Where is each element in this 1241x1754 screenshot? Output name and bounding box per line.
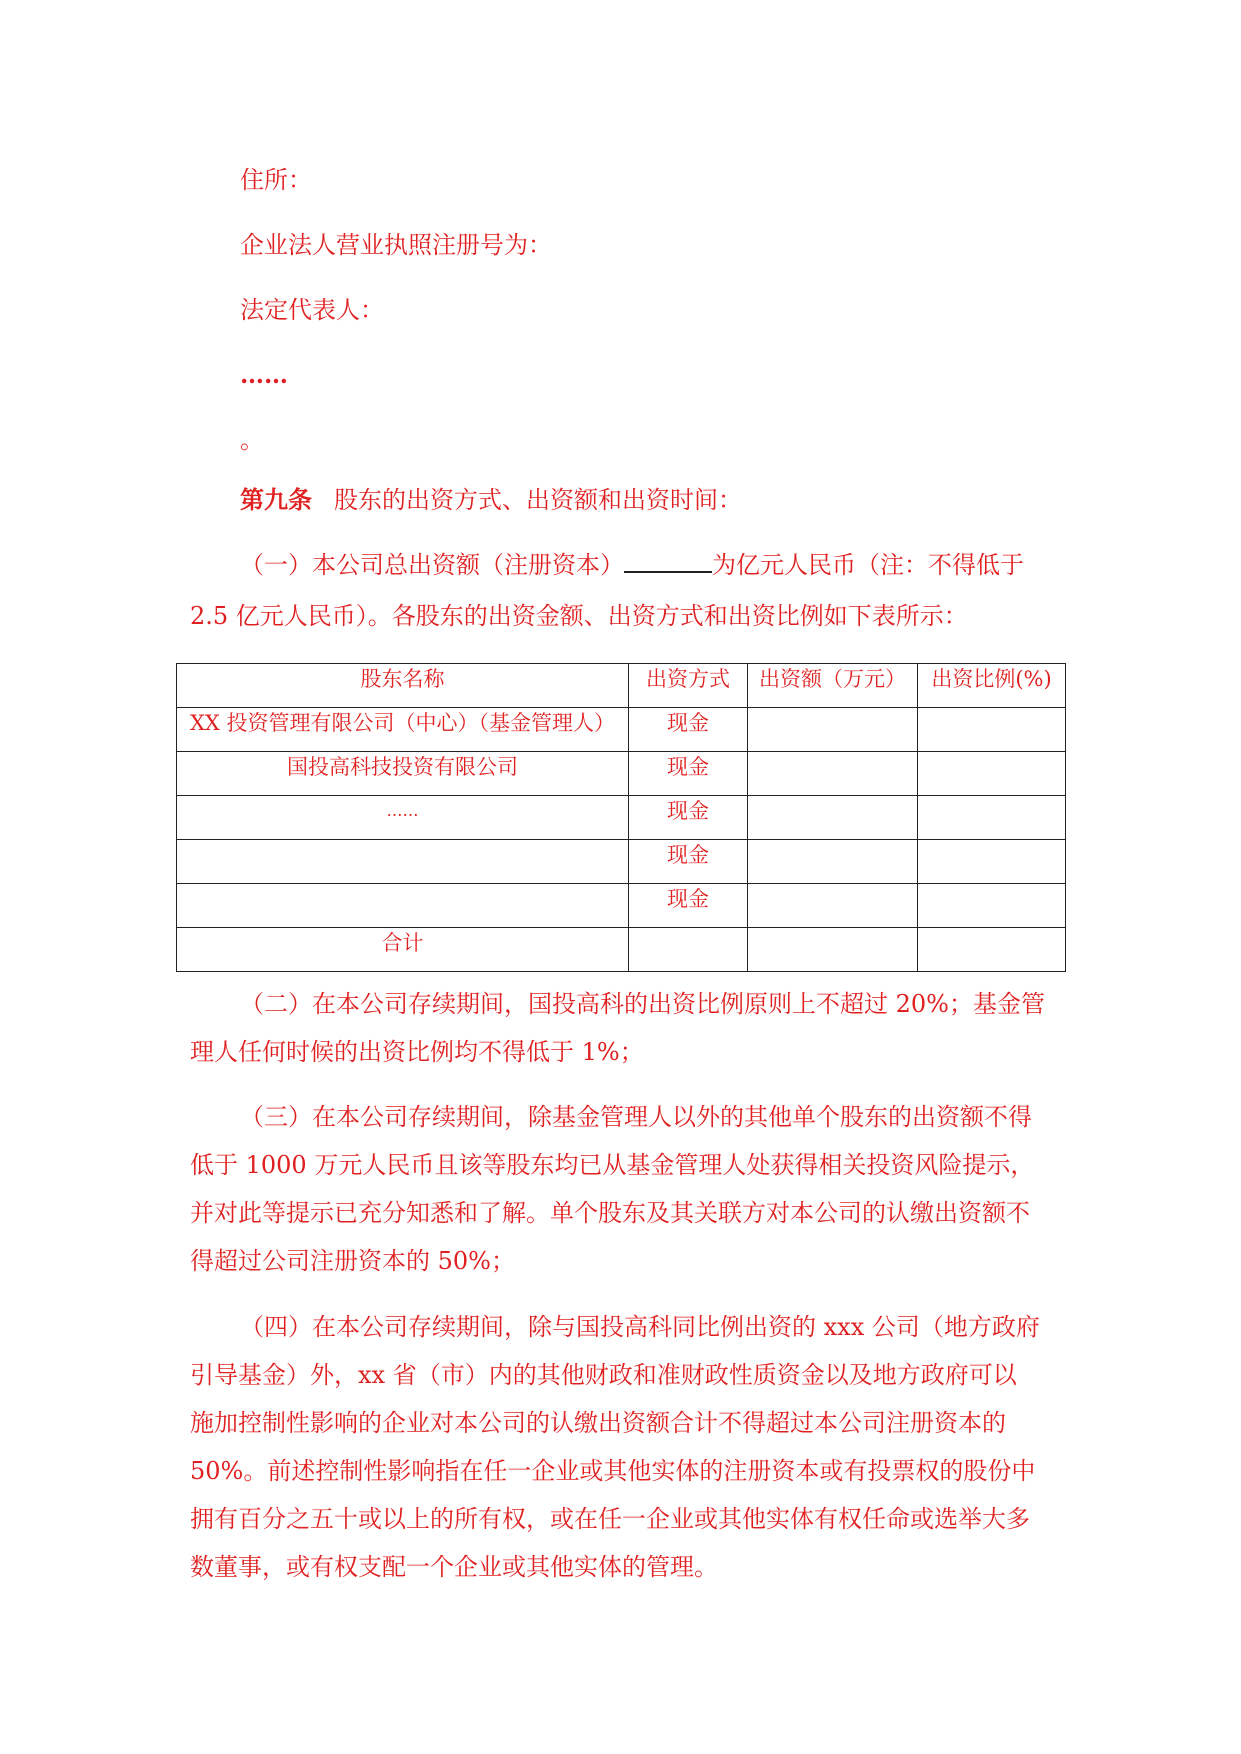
table-header-row (177, 664, 1066, 708)
table-row (177, 752, 1066, 796)
cell-name: 国投高科技投资有限公司 (177, 752, 629, 796)
cell-amount (748, 928, 918, 972)
cell-method: 现金 (629, 840, 748, 884)
p3-line3: 并对此等提示已充分知悉和了解。单个股东及其关联方对本公司的认缴出资额不 (190, 1199, 1030, 1227)
cell-ratio (918, 884, 1066, 928)
p3-line2: 低于 1000 万元人民币且该等股东均已从基金管理人处获得相关投资风险提示， (190, 1151, 1035, 1179)
shareholder-table (176, 663, 1066, 972)
p4-line6: 数董事，或有权支配一个企业或其他实体的管理。 (190, 1553, 718, 1581)
cell-amount (748, 708, 918, 752)
cell-method: 现金 (629, 884, 748, 928)
cell-ratio (918, 840, 1066, 884)
cell-amount (748, 752, 918, 796)
cell-ratio (918, 928, 1066, 972)
article9-title-text: 股东的出资方式、出资额和出资时间： (334, 486, 742, 514)
cell-method: 现金 (629, 796, 748, 840)
cell-method (629, 928, 748, 972)
p4-line4: 50%。前述控制性影响指在任一企业或其他实体的注册资本或有投票权的股份中 (190, 1457, 1036, 1485)
p1-line1-b: 为亿元人民币（注：不得低于 (712, 551, 1024, 579)
p1-line1-a: （一）本公司总出资额（注册资本） (240, 551, 624, 579)
legal-rep-line: 法定代表人： (240, 296, 384, 324)
table-row (177, 884, 1066, 928)
p3-line4: 得超过公司注册资本的 50%； (190, 1247, 515, 1275)
cell-method: 现金 (629, 708, 748, 752)
p4-line5: 拥有百分之五十或以上的所有权，或在任一企业或其他实体有权任命或选举大多 (190, 1505, 1030, 1533)
ellipsis-line: …… (240, 360, 288, 389)
period-line: 。 (240, 426, 264, 454)
cell-name (177, 884, 629, 928)
article9-heading (240, 484, 742, 516)
address-line: 住所： (240, 166, 312, 194)
cell-method: 现金 (629, 752, 748, 796)
table-total-row (177, 928, 1066, 972)
p2-line1: （二）在本公司存续期间，国投高科的出资比例原则上不超过 20%；基金管 (240, 990, 1045, 1018)
p2-line2: 理人任何时候的出资比例均不得低于 1%； (190, 1038, 644, 1066)
p1-line2: 2.5 亿元人民币）。各股东的出资金额、出资方式和出资比例如下表所示： (190, 602, 968, 630)
p4-line1: （四）在本公司存续期间，除与国投高科同比例出资的 xxx 公司（地方政府 (240, 1313, 1040, 1341)
cell-total-label: 合计 (177, 928, 629, 972)
capital-blank (624, 549, 712, 573)
header-shareholder-name: 股东名称 (177, 664, 629, 708)
cell-amount (748, 796, 918, 840)
cell-amount (748, 884, 918, 928)
table-row (177, 708, 1066, 752)
p4-line2: 引导基金）外，xx 省（市）内的其他财政和准财政性质资金以及地方政府可以 (190, 1361, 1017, 1389)
header-contribution-method: 出资方式 (629, 664, 748, 708)
table-row (177, 840, 1066, 884)
header-contribution-amount: 出资额（万元） (748, 664, 918, 708)
cell-ratio (918, 708, 1066, 752)
table-row (177, 796, 1066, 840)
cell-ratio (918, 752, 1066, 796)
p1-line1 (240, 549, 1024, 581)
cell-name (177, 840, 629, 884)
p4-line3: 施加控制性影响的企业对本公司的认缴出资额合计不得超过本公司注册资本的 (190, 1409, 1006, 1437)
license-line: 企业法人营业执照注册号为： (240, 231, 552, 259)
article9-title: 第九条 (240, 485, 312, 514)
cell-name: …… (177, 796, 629, 840)
cell-name: XX 投资管理有限公司（中心）（基金管理人） (177, 708, 629, 752)
cell-ratio (918, 796, 1066, 840)
p3-line1: （三）在本公司存续期间，除基金管理人以外的其他单个股东的出资额不得 (240, 1103, 1032, 1131)
cell-amount (748, 840, 918, 884)
header-contribution-ratio: 出资比例(%) (918, 664, 1066, 708)
